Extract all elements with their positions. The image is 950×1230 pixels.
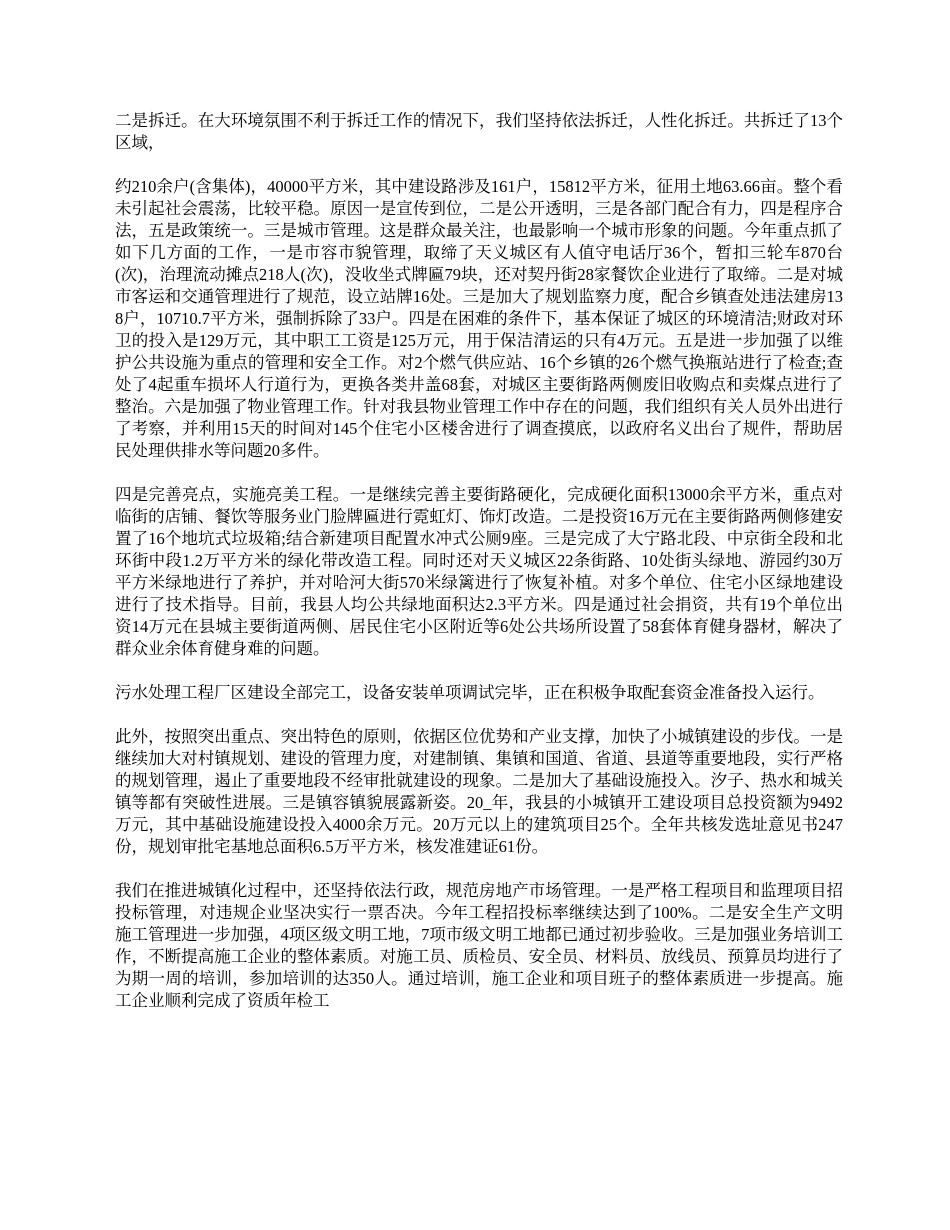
paragraph-small-towns: 此外，按照突出重点、突出特色的原则，依据区位优势和产业支撑，加快了小城镇建设的步伐。一是继续加大对村镇规划、建设的管理力度，对建制镇、集镇和国道、省道、县道等重要地段，实行严格的规划管理，遏止了重要地段不经审批就建设的现象。二是加大了基础设施投入。汐子、热水和城关镇等都有突破性进展。三是镇容镇貌展露新姿。20_年，我县的小城镇开工建设项目总投资额为9492万元，其中基础设施建设投入4000余万元。20万元以上的建筑项目25个。全年共核发选址意见书247份，规划审批宅基地总面积6.5万平方米，核发准建证61份。 <box>115 727 843 856</box>
paragraph-city-management: 约210余户(含集体)，40000平方米，其中建设路涉及161户，15812平方米，征用土地63.66亩。整个看未引起社会震荡，比较平稳。原因一是宣传到位，二是公开透明，三是各部门配合有力，四是程序合法，五是政策统一。三是城市管理。这是群众最关注，也最影响一个城市形象的问题。今年重点抓了如下几方面的工作，一是市容市貌管理，取缔了天义城区有人值守电话厅36个，暂扣三轮车870台(次)，治理流动摊点218人(次)，没收坐式牌匾79块，还对契丹街28家餐饮企业进行了取缔。二是对城市客运和交通管理进行了规范，设立站牌16处。三是加大了规划监察力度，配合乡镇查处违法建房138户，10710.7平方米，强制拆除了33户。四是在困难的条件下，基本保证了城区的环境清洁;财政对环卫的投入是129万元，其中职工工资是125万元，用于保洁清运的只有4万元。五是进一步加强了以维护公共设施为重点的管理和安全工作。对2个燃气供应站、16个乡镇的26个燃气换瓶站进行了检查;查处了4起重车损坏人行道行为，更换各类井盖68套，对城区主要街路两侧废旧收购点和卖煤点进行了整治。六是加强了物业管理工作。针对我县物业管理工作中存在的问题，我们组织有关人员外出进行了考察，并利用15天的时间对145个住宅小区楼舍进行了调查摸底，以政府名义出台了规件，帮助居民处理供排水等问题20多件。 <box>115 177 843 460</box>
document-body <box>115 110 843 1034</box>
paragraph-demolition: 二是拆迁。在大环境氛围不利于拆迁工作的情况下，我们坚持依法拆迁，人性化拆迁。共拆迁了13个区域， <box>115 111 843 152</box>
paragraph-administration: 我们在推进城镇化过程中，还坚持依法行政，规范房地产市场管理。一是严格工程项目和监理项目招投标管理，对违规企业坚决实行一票否决。今年工程招投标率继续达到了100%。二是安全生产文明施工管理进一步加强，4项区级文明工地，7项市级文明工地都已通过初步验收。三是加强业务培训工作，不断提高施工企业的整体素质。对施工员、质检员、安全员、材料员、放线员、预算员均进行了为期一周的培训，参加培训的达350人。通过培训，施工企业和项目班子的整体素质进一步提高。施工企业顺利完成了资质年检工 <box>115 881 843 1010</box>
paragraph-highlight-project: 四是完善亮点，实施亮美工程。一是继续完善主要街路硬化，完成硬化面积13000余平方米，重点对临街的店铺、餐饮等服务业门脸牌匾进行霓虹灯、饰灯改造。二是投资16万元在主要街路两侧修建安置了16个地坑式垃圾箱;结合新建项目配置水冲式公厕9座。三是完成了大宁路北段、中京街全段和北环街中段1.2万平方米的绿化带改造工程。同时还对天义城区22条街路、10处街头绿地、游园约30万平方米绿地进行了养护，并对哈河大街570米绿篱进行了恢复补植。对多个单位、住宅小区绿地建设进行了技术指导。目前，我县人均公共绿地面积达2.3平方米。四是通过社会捐资，共有19个单位出资14万元在县城主要街道两侧、居民住宅小区附近等6处公共场所设置了58套体育健身器材，解决了群众业余体育健身难的问题。 <box>115 485 843 658</box>
paragraph-sewage-treatment: 污水处理工程厂区建设全部完工，设备安装单项调试完毕，正在积极争取配套资金准备投入运行。 <box>115 683 825 702</box>
